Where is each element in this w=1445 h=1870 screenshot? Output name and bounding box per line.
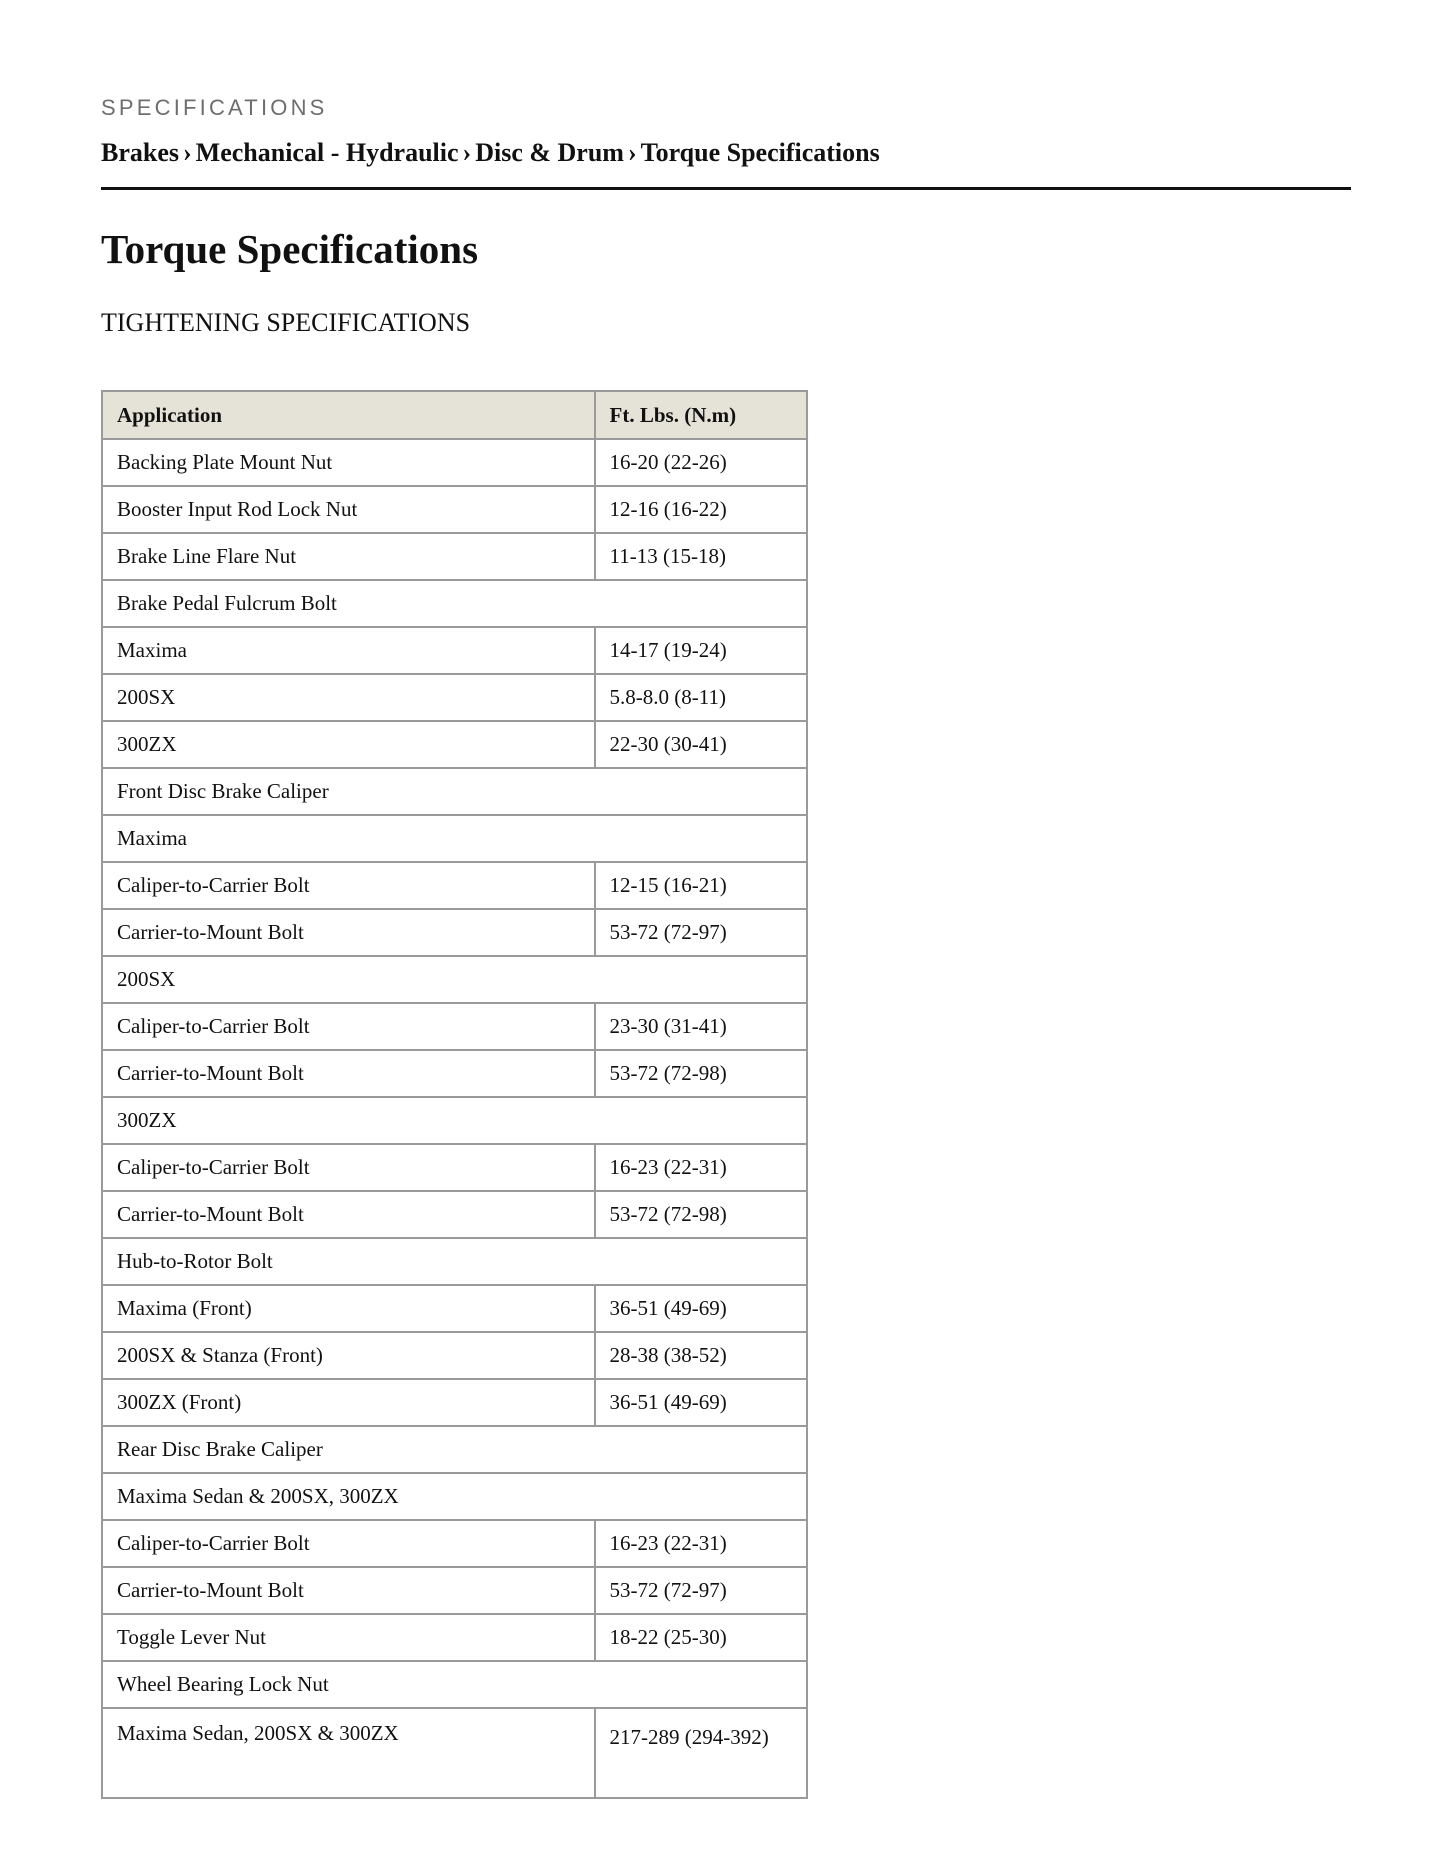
application-cell: Caliper-to-Carrier Bolt [102,1144,595,1191]
application-cell: Caliper-to-Carrier Bolt [102,1520,595,1567]
application-group-cell: Rear Disc Brake Caliper [102,1426,807,1473]
application-group-cell: Front Disc Brake Caliper [102,768,807,815]
application-cell: Brake Line Flare Nut [102,533,595,580]
header-divider [101,187,1351,190]
table-group-row [102,1238,807,1285]
application-cell: Carrier-to-Mount Bolt [102,1050,595,1097]
torque-value-cell: 36-51 (49-69) [595,1379,807,1426]
table-row [102,721,807,768]
breadcrumb-separator: › [627,138,637,167]
column-header-torque: Ft. Lbs. (N.m) [595,391,807,439]
table-row [102,1379,807,1426]
application-cell: Carrier-to-Mount Bolt [102,1567,595,1614]
application-group-cell: Hub-to-Rotor Bolt [102,1238,807,1285]
torque-value-cell: 53-72 (72-97) [595,909,807,956]
torque-value-cell: 16-23 (22-31) [595,1520,807,1567]
application-cell: Backing Plate Mount Nut [102,439,595,486]
torque-value-cell: 18-22 (25-30) [595,1614,807,1661]
torque-value-cell: 14-17 (19-24) [595,627,807,674]
table-row [102,1614,807,1661]
application-group-cell: Brake Pedal Fulcrum Bolt [102,580,807,627]
application-cell: 200SX & Stanza (Front) [102,1332,595,1379]
application-cell: 300ZX (Front) [102,1379,595,1426]
table-row [102,533,807,580]
application-subgroup-cell: 200SX [102,956,807,1003]
table-subgroup-row [102,1473,807,1520]
table-row [102,862,807,909]
table-header-row [102,391,807,439]
application-cell: Toggle Lever Nut [102,1614,595,1661]
torque-value-cell: 53-72 (72-98) [595,1191,807,1238]
table-subgroup-row [102,956,807,1003]
breadcrumb [101,138,880,168]
application-subgroup-cell: Maxima [102,815,807,862]
breadcrumb-separator: › [462,138,472,167]
table-row [102,1285,807,1332]
table-row [102,1191,807,1238]
table-group-row [102,1426,807,1473]
application-cell: Maxima (Front) [102,1285,595,1332]
application-cell: 300ZX [102,721,595,768]
table-row [102,1332,807,1379]
page-title: Torque Specifications [101,226,479,272]
torque-value-cell: 16-20 (22-26) [595,439,807,486]
table-group-row [102,768,807,815]
torque-value-cell: 36-51 (49-69) [595,1285,807,1332]
breadcrumb-item-mechanical-hydraulic[interactable]: Mechanical - Hydraulic [195,138,459,167]
table-row [102,1050,807,1097]
application-cell: Caliper-to-Carrier Bolt [102,1003,595,1050]
table-row [102,1708,807,1798]
section-eyebrow: SPECIFICATIONS [101,95,328,120]
torque-value-cell: 22-30 (30-41) [595,721,807,768]
torque-value-cell: 11-13 (15-18) [595,533,807,580]
torque-value-cell: 28-38 (38-52) [595,1332,807,1379]
torque-spec-table [101,390,808,1799]
application-subgroup-cell: Maxima Sedan & 200SX, 300ZX [102,1473,807,1520]
torque-value-cell: 23-30 (31-41) [595,1003,807,1050]
table-row [102,1567,807,1614]
torque-value-cell: 12-15 (16-21) [595,862,807,909]
torque-value-cell: 12-16 (16-22) [595,486,807,533]
table-row [102,439,807,486]
application-subgroup-cell: 300ZX [102,1097,807,1144]
table-subgroup-row [102,815,807,862]
breadcrumb-separator: › [183,138,192,167]
breadcrumb-item-disc-drum[interactable]: Disc & Drum [475,138,624,167]
torque-value-cell: 16-23 (22-31) [595,1144,807,1191]
section-subtitle: TIGHTENING SPECIFICATIONS [101,308,471,337]
table-group-row [102,1661,807,1708]
table-row [102,1003,807,1050]
column-header-application: Application [102,391,595,439]
table-group-row [102,580,807,627]
table-row [102,627,807,674]
application-cell: Maxima Sedan, 200SX & 300ZX [102,1708,595,1798]
torque-value-cell: 5.8-8.0 (8-11) [595,674,807,721]
table-row [102,1144,807,1191]
torque-value-cell: 53-72 (72-97) [595,1567,807,1614]
breadcrumb-item-brakes[interactable]: Brakes [101,138,179,167]
table-row [102,909,807,956]
application-cell: Carrier-to-Mount Bolt [102,909,595,956]
application-group-cell: Wheel Bearing Lock Nut [102,1661,807,1708]
application-cell: 200SX [102,674,595,721]
application-cell: Carrier-to-Mount Bolt [102,1191,595,1238]
application-cell: Booster Input Rod Lock Nut [102,486,595,533]
table-subgroup-row [102,1097,807,1144]
table-row [102,674,807,721]
application-cell: Maxima [102,627,595,674]
application-cell: Caliper-to-Carrier Bolt [102,862,595,909]
torque-value-cell: 53-72 (72-98) [595,1050,807,1097]
table-row [102,1520,807,1567]
torque-value-cell: 217-289 (294-392) [595,1708,807,1798]
breadcrumb-item-torque-specifications: Torque Specifications [640,138,880,167]
table-row [102,486,807,533]
